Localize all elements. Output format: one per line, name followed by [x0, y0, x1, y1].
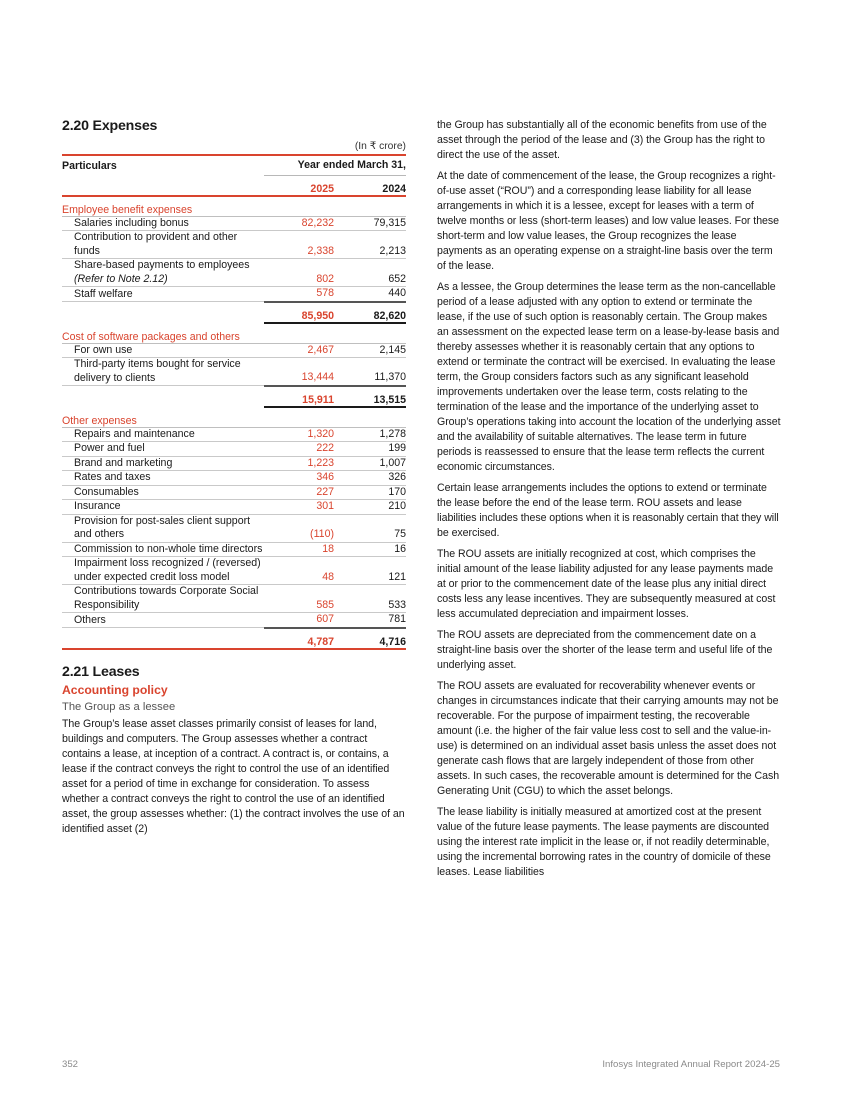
- table-row: [62, 471, 406, 486]
- table-row: [62, 500, 406, 515]
- lease-paragraph: The ROU assets are depreciated from the commencement date on a straight-line basis over the shorter of the lease term and useful life of the underlying asset.: [437, 629, 773, 671]
- expenses-title: 2.20 Expenses: [62, 118, 158, 134]
- left-column: [62, 118, 406, 843]
- value-2024: 1,278: [334, 427, 406, 442]
- lease-paragraph: At the date of commencement of the lease, the Group recognizes a right-of-use asset (“ROU”) and a corresponding lease liability for all lease arrangements in which it is a lessee, except for leases with a term of twelve months or less (short-term leases) and low value leases. For these short-term and low value leases, the Group recognizes the lease payments as an operating expense on a straight-line basis over the term of the lease.: [437, 170, 779, 272]
- value-2024: 79,315: [334, 216, 406, 231]
- value-2025: 222: [264, 442, 334, 457]
- value-2024: 11,370: [334, 358, 406, 386]
- value-2025: 578: [264, 287, 334, 302]
- value-2024: 2,213: [334, 231, 406, 259]
- table-row: [62, 557, 406, 585]
- subtotal-row: [62, 628, 406, 649]
- category-row: [62, 323, 406, 344]
- row-label: Others: [62, 613, 264, 628]
- table-row: [62, 456, 406, 471]
- table-row: [62, 259, 406, 287]
- value-2024: 2,145: [334, 343, 406, 358]
- table-row: [62, 485, 406, 500]
- lease-paragraph: The Group’s lease asset classes primarily consist of leases for land, buildings and computers. The Group assesses whether a contract contains a lease, at inception of a contract. A contract is, or contains, a lease if the contract conveys the right to control the use of an identified asset for a period of time in exchange for consideration. To assess whether a contract conveys the right to control the use of an identified asset, the group assesses whether: (1) the contract involves the use of an identified asset (2): [62, 717, 405, 835]
- table-row: [62, 442, 406, 457]
- value-2024: 652: [334, 259, 406, 287]
- publication-title: Infosys Integrated Annual Report 2024-25: [602, 1059, 780, 1070]
- row-label: For own use: [62, 343, 264, 358]
- value-2024: 533: [334, 585, 406, 613]
- row-label: Staff welfare: [62, 287, 264, 302]
- subtotal-2024: 82,620: [334, 302, 406, 323]
- row-label: Contribution to provident and other funds: [62, 231, 264, 259]
- leases-title: 2.21 Leases: [62, 663, 140, 680]
- table-years-row: [62, 175, 406, 196]
- value-2024: 170: [334, 485, 406, 500]
- row-label: Consumables: [62, 485, 264, 500]
- right-column: [437, 118, 781, 886]
- subtotal-2025: 85,950: [264, 302, 334, 323]
- table-row: [62, 542, 406, 557]
- value-2025: (110): [264, 514, 334, 542]
- category-label: Other expenses: [62, 407, 406, 428]
- subtotal-2024: 13,515: [334, 386, 406, 407]
- note-reference: (Refer to Note 2.12): [74, 272, 168, 285]
- value-2024: 121: [334, 557, 406, 585]
- row-label: Impairment loss recognized / (reversed) under expected credit loss model: [62, 557, 264, 585]
- value-2025: 82,232: [264, 216, 334, 231]
- value-2025: 1,223: [264, 456, 334, 471]
- row-label-text: Share-based payments to employees: [74, 259, 250, 271]
- value-2025: 585: [264, 585, 334, 613]
- header-period: Year ended March 31,: [264, 155, 406, 175]
- page-number: 352: [62, 1059, 79, 1070]
- category-row: [62, 196, 406, 217]
- row-label: Brand and marketing: [62, 456, 264, 471]
- value-2025: 607: [264, 613, 334, 628]
- lease-paragraph: the Group has substantially all of the economic benefits from use of the asset through the period of the lease and (3) the Group has the right to direct the use of the asset.: [437, 119, 767, 161]
- table-row: [62, 427, 406, 442]
- table-header-row: [62, 155, 406, 175]
- category-label: Cost of software packages and others: [62, 323, 406, 344]
- lease-paragraph: Certain lease arrangements includes the options to extend or terminate the lease before the end of the lease term. ROU assets and lease liabilities includes these options when it is reasonably certain that they will be exercised.: [437, 482, 779, 539]
- value-2024: 1,007: [334, 456, 406, 471]
- value-2025: 227: [264, 485, 334, 500]
- lease-paragraph: The lease liability is initially measured at amortized cost at the present value of the future lease payments. The lease payments are discounted using the interest rate implicit in the lease or, if not readily determinable, using the incremental borrowing rates in the country of domicile of these leases. Lease liabilities: [437, 806, 771, 878]
- row-label: Provision for post-sales client support and others: [62, 514, 264, 542]
- lease-paragraph: As a lessee, the Group determines the lease term as the non-cancellable period of a lease adjusted with any option to extend or terminate the lease, if the use of such option is reasonably certain. The Group makes an assessment on the expected lease term on a lease-by-lease basis and thereby assesses whether it is reasonably certain that any options to extend or terminate the contract will be exercised. In evaluating the lease term, the Group considers factors such as any significant leasehold improvements undertaken over the lease term, costs relating to the termination of the lease and the importance of the underlying asset to Group’s operations taking into account the location of the underlying asset and the availability of suitable alternatives. The lease term in future periods is reassessed to ensure that the lease term reflects the current economic circumstances.: [437, 281, 781, 473]
- value-2024: 210: [334, 500, 406, 515]
- row-label: Power and fuel: [62, 442, 264, 457]
- row-label: Rates and taxes: [62, 471, 264, 486]
- currency-unit: (In ₹ crore): [354, 141, 406, 152]
- subtotal-2024: 4,716: [334, 628, 406, 649]
- value-2024: 16: [334, 542, 406, 557]
- subtotal-2025: 15,911: [264, 386, 334, 407]
- value-2025: 301: [264, 500, 334, 515]
- value-2025: 18: [264, 542, 334, 557]
- table-row: [62, 585, 406, 613]
- table-row: [62, 514, 406, 542]
- value-2024: 440: [334, 287, 406, 302]
- lease-paragraph: The ROU assets are initially recognized at cost, which comprises the initial amount of the lease liability adjusted for any lease payments made at or prior to the commencement date of the lease plus any initial direct costs less any lease incentives. They are subsequently measured at cost less accumulated depreciation and impairment losses.: [437, 548, 776, 620]
- value-2025: 346: [264, 471, 334, 486]
- row-label: Commission to non-whole time directors: [62, 542, 264, 557]
- lessee-subheading: The Group as a lessee: [62, 700, 176, 713]
- table-row: [62, 231, 406, 259]
- header-year-2025: 2025: [264, 175, 334, 196]
- value-2025: 13,444: [264, 358, 334, 386]
- value-2025: 802: [264, 259, 334, 287]
- row-label: Insurance: [62, 500, 264, 515]
- value-2025: 2,338: [264, 231, 334, 259]
- row-label: Salaries including bonus: [62, 216, 264, 231]
- category-label: Employee benefit expenses: [62, 196, 406, 217]
- category-row: [62, 407, 406, 428]
- subtotal-row: [62, 302, 406, 323]
- header-year-2024: 2024: [334, 175, 406, 196]
- row-label: Contributions towards Corporate Social Responsibility: [62, 585, 264, 613]
- header-particulars: Particulars: [62, 155, 264, 175]
- value-2025: 1,320: [264, 427, 334, 442]
- expenses-table: [62, 154, 406, 650]
- row-label: Third-party items bought for service delivery to clients: [62, 358, 264, 386]
- row-label: [62, 259, 264, 287]
- table-row: [62, 216, 406, 231]
- value-2024: 326: [334, 471, 406, 486]
- table-row: [62, 613, 406, 628]
- value-2024: 75: [334, 514, 406, 542]
- subtotal-2025: 4,787: [264, 628, 334, 649]
- table-row: [62, 287, 406, 302]
- value-2024: 199: [334, 442, 406, 457]
- accounting-policy-heading: Accounting policy: [62, 682, 168, 697]
- row-label: Repairs and maintenance: [62, 427, 264, 442]
- value-2025: 2,467: [264, 343, 334, 358]
- table-row: [62, 358, 406, 386]
- value-2025: 48: [264, 557, 334, 585]
- subtotal-row: [62, 386, 406, 407]
- value-2024: 781: [334, 613, 406, 628]
- table-row: [62, 343, 406, 358]
- lease-paragraph: The ROU assets are evaluated for recoverability whenever events or changes in circumstances indicate that their carrying amounts may not be recoverable. For the purpose of impairment testing, the recoverable amount (i.e. the higher of the fair value less cost to sell and the value-in-use) is determined on an individual asset basis unless the asset does not generate cash flows that are largely independent of those from other assets. In such cases, the recoverable amount is determined for the Cash Generating Unit (CGU) to which the asset belongs.: [437, 680, 780, 797]
